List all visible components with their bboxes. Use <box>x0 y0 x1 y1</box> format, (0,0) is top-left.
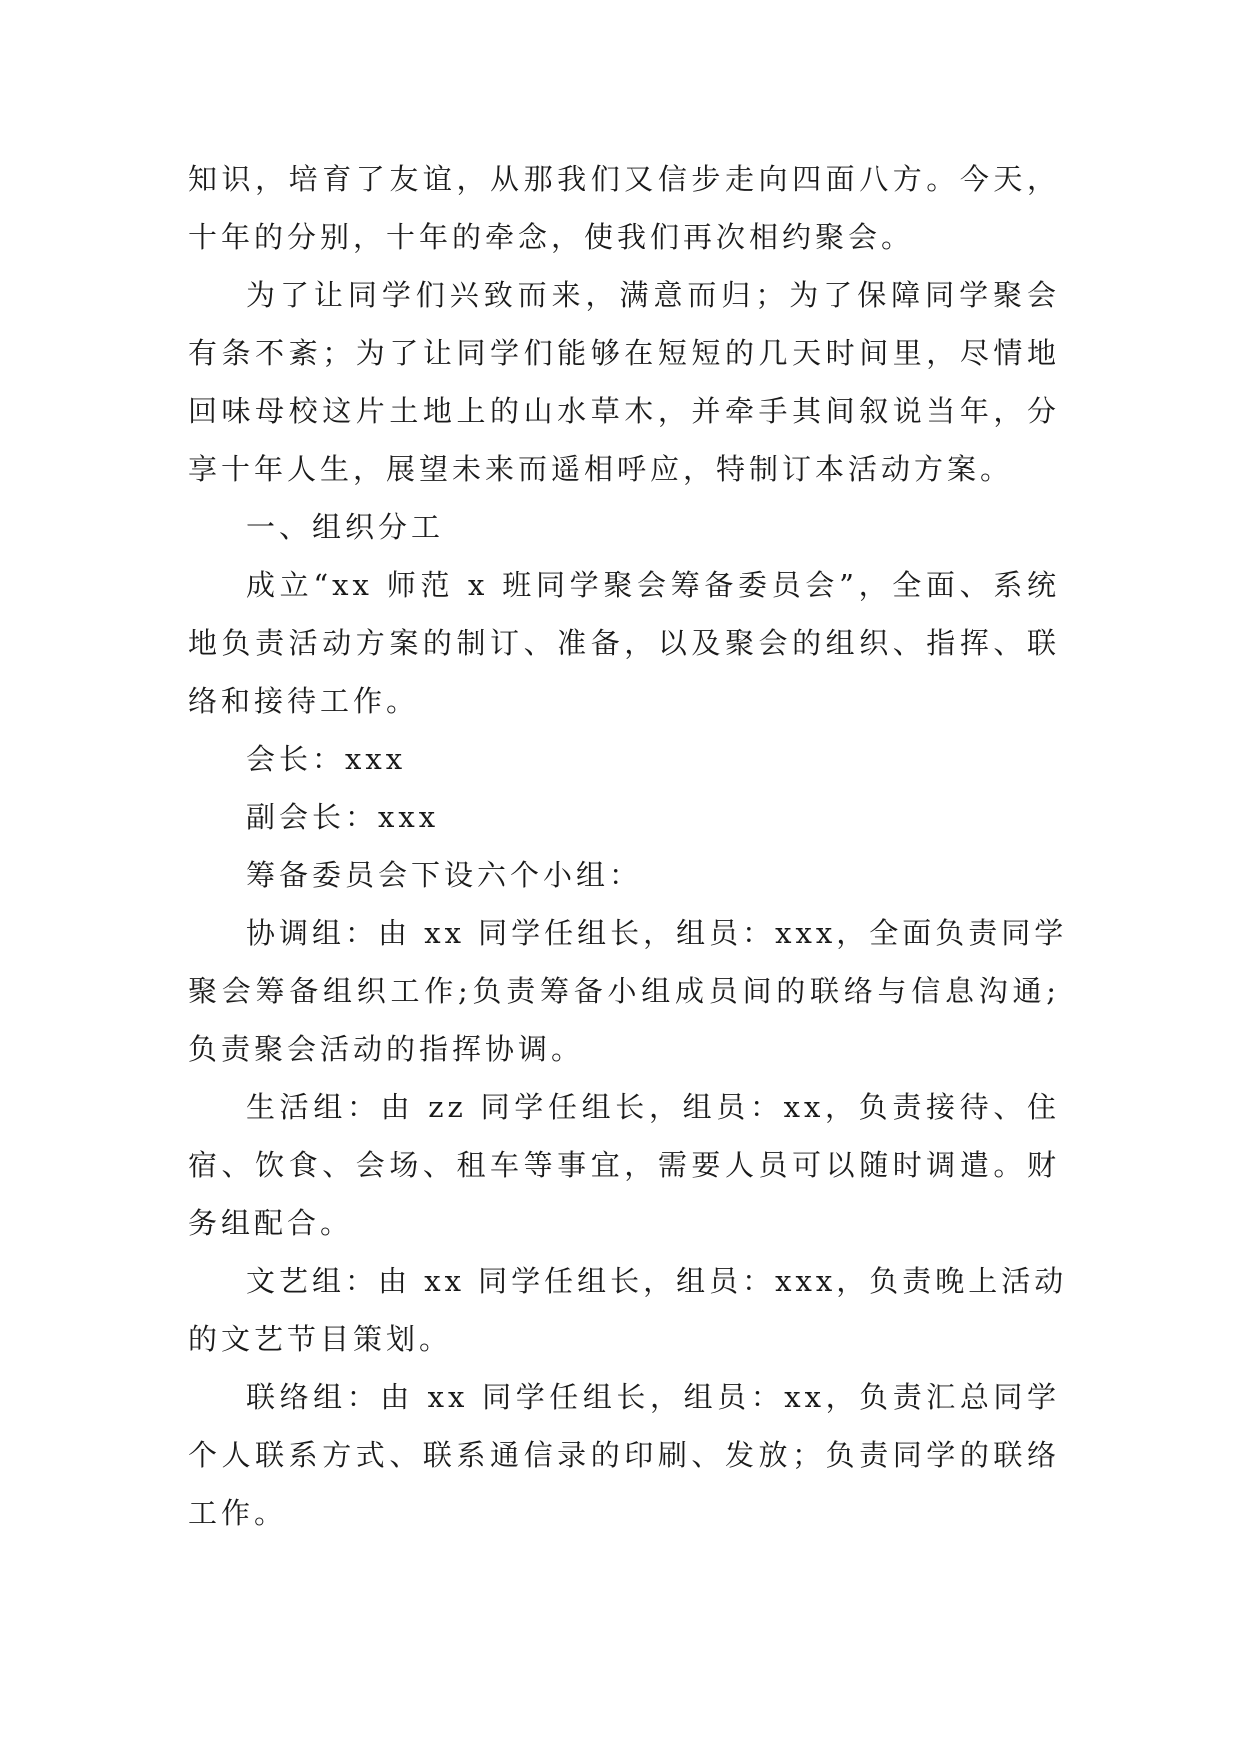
document-page <box>188 150 1068 1542</box>
text-line: 成立“xx 师范 x 班同学聚会筹备委员会”，全面、系统 <box>246 568 1060 602</box>
text-line: 协调组：由 xx 同学任组长，组员：xxx，全面负责同学 <box>246 916 1068 950</box>
text-line: 个人联系方式、联系通信录的印刷、发放；负责同学的联络 <box>188 1438 1060 1472</box>
paragraph <box>188 150 1060 266</box>
paragraph <box>188 498 1060 556</box>
text-line: 负责聚会活动的指挥协调。 <box>188 1032 585 1066</box>
text-line: 为了让同学们兴致而来，满意而归；为了保障同学聚会 <box>246 278 1060 312</box>
text-line: 一、组织分工 <box>246 510 445 544</box>
text-line: 的文艺节目策划。 <box>188 1322 453 1356</box>
paragraph <box>188 846 1060 904</box>
text-line: 宿、饮食、会场、租车等事宜，需要人员可以随时调遣。财 <box>188 1148 1060 1182</box>
paragraph <box>188 788 1060 846</box>
text-line: 有条不紊；为了让同学们能够在短短的几天时间里，尽情地 <box>188 336 1060 370</box>
text-line: 聚会筹备组织工作;负责筹备小组成员间的联络与信息沟通; <box>188 974 1060 1008</box>
text-line: 知识，培育了友谊，从那我们又信步走向四面八方。今天， <box>188 162 1060 196</box>
paragraph <box>188 1368 1060 1542</box>
text-line: 回味母校这片土地上的山水草木，并牵手其间叙说当年，分 <box>188 394 1060 428</box>
text-line: 会长：xxx <box>246 742 407 776</box>
text-line: 筹备委员会下设六个小组： <box>246 858 643 892</box>
text-line: 地负责活动方案的制订、准备，以及聚会的组织、指挥、联 <box>188 626 1060 660</box>
paragraph <box>188 266 1060 498</box>
text-line: 务组配合。 <box>188 1206 354 1240</box>
paragraph <box>188 1078 1060 1252</box>
paragraph <box>188 730 1060 788</box>
paragraph <box>188 1252 1068 1368</box>
text-line: 文艺组：由 xx 同学任组长，组员：xxx，负责晚上活动 <box>246 1264 1068 1298</box>
text-line: 享十年人生，展望未来而遥相呼应，特制订本活动方案。 <box>188 452 1014 486</box>
text-line: 联络组：由 xx 同学任组长，组员：xx，负责汇总同学 <box>246 1380 1060 1414</box>
text-line: 生活组：由 zz 同学任组长，组员：xx，负责接待、住 <box>246 1090 1060 1124</box>
text-line: 副会长：xxx <box>246 800 440 834</box>
text-line: 工作。 <box>188 1496 288 1530</box>
paragraph <box>188 904 1068 1078</box>
text-line: 十年的分别，十年的牵念，使我们再次相约聚会。 <box>188 220 915 254</box>
text-line: 络和接待工作。 <box>188 684 420 718</box>
paragraph <box>188 556 1060 730</box>
